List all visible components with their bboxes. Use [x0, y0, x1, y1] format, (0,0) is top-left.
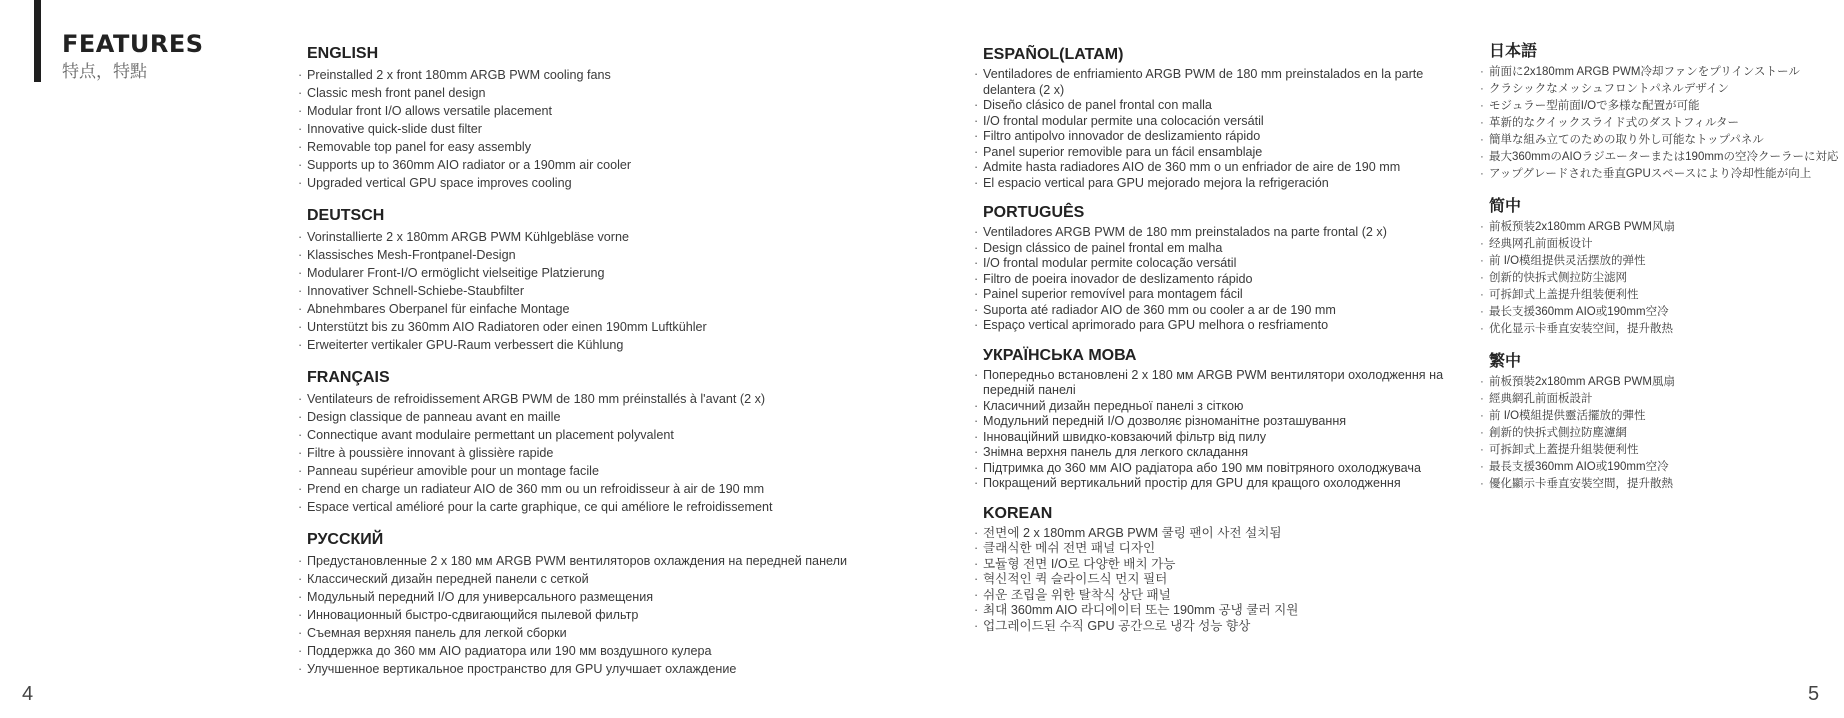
feature-item: · Diseño clásico de panel frontal con malla — [976, 98, 1451, 114]
section-heading: 繁中 — [1489, 353, 1522, 370]
feature-item: · 쉬운 조립을 위한 탈착식 상단 패널 — [976, 588, 1451, 604]
feature-item: · モジュラー型前面I/Oで多様な配置が可能 — [1482, 98, 1840, 115]
section-heading: KOREAN — [983, 504, 1053, 522]
feature-item: · Ventiladores ARGB PWM de 180 mm preinstalados na parte frontal (2 x) — [976, 225, 1451, 241]
feature-item: · Інноваційний швидко-ковзаючий фільтр від пилу — [976, 430, 1451, 446]
feature-item: · Supports up to 360mm AIO radiator or a 190mm air cooler — [300, 156, 900, 174]
page-title: FEATURES — [62, 30, 204, 58]
feature-item: · I/O frontal modular permite una colocación versátil — [976, 114, 1451, 130]
column-right — [1482, 42, 1840, 493]
feature-item: · Upgraded vertical GPU space improves cooling — [300, 174, 900, 192]
section-japanese — [1482, 42, 1840, 183]
feature-item: · クラシックなメッシュフロントパネルデザイン — [1482, 81, 1840, 98]
feature-item: · 前面に2x180mm ARGB PWM冷却ファンをプリインストール — [1482, 64, 1840, 81]
page-subtitle: 特点，特點 — [62, 62, 147, 81]
feature-item: · Connectique avant modulaire permettant un placement polyvalent — [300, 426, 900, 444]
column-left — [300, 44, 900, 678]
feature-item: · Filtro antipolvo innovador de deslizamiento rápido — [976, 129, 1451, 145]
feature-item: · アップグレードされた垂直GPUスペースにより冷却性能が向上 — [1482, 166, 1840, 183]
feature-item: · Modular front I/O allows versatile placement — [300, 102, 900, 120]
feature-item: · Design clássico de painel frontal em malha — [976, 241, 1451, 257]
page-number-left: 4 — [22, 683, 34, 705]
feature-item: · 優化顯示卡垂直安裝空間，提升散熱 — [1482, 476, 1840, 493]
feature-list — [976, 368, 1451, 492]
feature-item: · Улучшенное вертикальное пространство для GPU улучшает охлаждение — [300, 660, 900, 678]
page-number-right: 5 — [1808, 683, 1820, 705]
section-traditional-chinese — [1482, 352, 1840, 493]
feature-item: · Panneau supérieur amovible pour un montage facile — [300, 462, 900, 480]
feature-item: · Admite hasta radiadores AIO de 360 mm o un enfriador de aire de 190 mm — [976, 160, 1451, 176]
section-heading: 日本語 — [1489, 43, 1538, 60]
feature-item: · 最大360mmのAIOラジエーターまたは190mmの空冷クーラーに対応 — [1482, 149, 1840, 166]
section-heading: РУССКИЙ — [307, 531, 384, 548]
feature-item: · 모듈형 전면 I/O로 다양한 배치 가능 — [976, 557, 1451, 573]
feature-item: · Съемная верхняя панель для легкой сборки — [300, 624, 900, 642]
feature-item: · 簡単な組み立てのための取り外し可能なトップパネル — [1482, 132, 1840, 149]
feature-item: · 前 I/O模組提供靈活擺放的彈性 — [1482, 408, 1840, 425]
feature-item: · Классический дизайн передней панели с сеткой — [300, 570, 900, 588]
feature-item: · Klassisches Mesh-Frontpanel-Design — [300, 246, 900, 264]
section-heading: ENGLISH — [307, 45, 379, 62]
feature-item: · Filtre à poussière innovant à glissière rapide — [300, 444, 900, 462]
accent-bar — [34, 0, 41, 82]
feature-item: · 前 I/O模组提供灵活摆放的弹性 — [1482, 253, 1840, 270]
section-heading: DEUTSCH — [307, 207, 385, 224]
feature-item: · 전면에 2 x 180mm ARGB PWM 쿨링 팬이 사전 설치됨 — [976, 526, 1451, 542]
feature-item: · Abnehmbares Oberpanel für einfache Montage — [300, 300, 900, 318]
section-russian — [300, 530, 900, 678]
feature-item: · 經典網孔前面板設計 — [1482, 391, 1840, 408]
feature-item: · Попередньо встановлені 2 x 180 мм ARGB PWM вентилятори охолодження на передній панелі — [976, 368, 1451, 399]
feature-item: · 최대 360mm AIO 라디에이터 또는 190mm 공냉 쿨러 지원 — [976, 603, 1451, 619]
feature-item: · 优化显示卡垂直安装空间，提升散热 — [1482, 321, 1840, 338]
feature-item: · Espaço vertical aprimorado para GPU melhora o resfriamento — [976, 318, 1451, 334]
feature-item: · 可拆卸式上蓋提升組裝便利性 — [1482, 442, 1840, 459]
feature-item: · Design classique de panneau avant en maille — [300, 408, 900, 426]
section-heading: FRANÇAIS — [307, 369, 390, 386]
feature-item: · Filtro de poeira inovador de deslizamento rápido — [976, 272, 1451, 288]
section-heading: PORTUGUÊS — [983, 204, 1085, 221]
feature-item: · 前板预装2x180mm ARGB PWM风扇 — [1482, 219, 1840, 236]
feature-list — [976, 67, 1451, 191]
feature-item: · 最長支援360mm AIO或190mm空冷 — [1482, 459, 1840, 476]
feature-item: · Предустановленные 2 x 180 мм ARGB PWM вентиляторов охлаждения на передней панели — [300, 552, 900, 570]
section-heading: УКРАЇНСЬКА МОВА — [983, 346, 1137, 364]
feature-item: · I/O frontal modular permite colocação versátil — [976, 256, 1451, 272]
feature-list — [1482, 219, 1840, 338]
feature-item: · Ventiladores de enfriamiento ARGB PWM de 180 mm preinstalados en la parte delantera (2 x) — [976, 67, 1451, 98]
feature-item: · Unterstützt bis zu 360mm AIO Radiatoren oder einen 190mm Luftkühler — [300, 318, 900, 336]
feature-item: · Инновационный быстро-сдвигающийся пылевой фильтр — [300, 606, 900, 624]
section-heading: ESPAÑOL(LATAM) — [983, 46, 1124, 63]
section-heading: 简中 — [1489, 198, 1522, 215]
section-francais — [300, 368, 900, 516]
feature-item: · Espace vertical amélioré pour la carte graphique, ce qui améliore le refroidissement — [300, 498, 900, 516]
feature-item: · 前板預裝2x180mm ARGB PWM風扇 — [1482, 374, 1840, 391]
section-espanol — [976, 45, 1451, 191]
feature-list — [1482, 374, 1840, 493]
feature-item: · Підтримка до 360 мм AIO радіатора або 190 мм повітряного охолоджувача — [976, 461, 1451, 477]
feature-item: · 创新的快拆式侧拉防尘滤网 — [1482, 270, 1840, 287]
feature-item: · 可拆卸式上盖提升组装便利性 — [1482, 287, 1840, 304]
feature-item: · Знімна верхня панель для легкого складання — [976, 445, 1451, 461]
feature-item: · Модульний передній I/O дозволяє різноманітне розташування — [976, 414, 1451, 430]
section-deutsch — [300, 206, 900, 354]
feature-item: · Suporta até radiador AIO de 360 mm ou cooler a ar de 190 mm — [976, 303, 1451, 319]
feature-item: · 創新的快拆式側拉防塵濾網 — [1482, 425, 1840, 442]
feature-item: · Innovative quick-slide dust filter — [300, 120, 900, 138]
section-english — [300, 44, 900, 192]
feature-item: · Модульный передний I/O для универсального размещения — [300, 588, 900, 606]
feature-item: · 클래식한 메쉬 전면 패널 디자인 — [976, 541, 1451, 557]
feature-item: · Preinstalled 2 x front 180mm ARGB PWM cooling fans — [300, 66, 900, 84]
section-simplified-chinese — [1482, 197, 1840, 338]
section-korean — [976, 504, 1451, 635]
feature-item: · Поддержка до 360 мм AIO радиатора или 190 мм воздушного кулера — [300, 642, 900, 660]
feature-item: · Ventilateurs de refroidissement ARGB PWM de 180 mm préinstallés à l'avant (2 x) — [300, 390, 900, 408]
feature-item: · 혁신적인 퀵 슬라이드식 먼지 필터 — [976, 572, 1451, 588]
feature-list — [976, 526, 1451, 635]
feature-item: · Modularer Front-I/O ermöglicht vielseitige Platzierung — [300, 264, 900, 282]
column-middle — [976, 45, 1451, 634]
feature-item: · El espacio vertical para GPU mejorado mejora la refrigeración — [976, 176, 1451, 192]
feature-item: · Painel superior removível para montagem fácil — [976, 287, 1451, 303]
section-ukrainian — [976, 346, 1451, 492]
feature-list — [300, 66, 900, 192]
feature-item: · 革新的なクイックスライド式のダストフィルター — [1482, 115, 1840, 132]
feature-item: · Innovativer Schnell-Schiebe-Staubfilter — [300, 282, 900, 300]
feature-list — [300, 552, 900, 678]
feature-item: · Removable top panel for easy assembly — [300, 138, 900, 156]
feature-list — [300, 390, 900, 516]
feature-item: · 업그레이드된 수직 GPU 공간으로 냉각 성능 향상 — [976, 619, 1451, 635]
feature-list — [976, 225, 1451, 334]
feature-item: · Panel superior removible para un fácil ensamblaje — [976, 145, 1451, 161]
feature-item: · 最长支援360mm AIO或190mm空冷 — [1482, 304, 1840, 321]
feature-list — [1482, 64, 1840, 183]
feature-item: · Classic mesh front panel design — [300, 84, 900, 102]
feature-item: · Класичний дизайн передньої панелі з сіткою — [976, 399, 1451, 415]
feature-item: · Erweiterter vertikaler GPU-Raum verbessert die Kühlung — [300, 336, 900, 354]
feature-item: · Prend en charge un radiateur AIO de 360 mm ou un refroidisseur à air de 190 mm — [300, 480, 900, 498]
section-portugues — [976, 203, 1451, 334]
feature-item: · 经典网孔前面板设计 — [1482, 236, 1840, 253]
feature-item: · Vorinstallierte 2 x 180mm ARGB PWM Kühlgebläse vorne — [300, 228, 900, 246]
feature-item: · Покращений вертикальний простір для GPU для кращого охолодження — [976, 476, 1451, 492]
feature-list — [300, 228, 900, 354]
